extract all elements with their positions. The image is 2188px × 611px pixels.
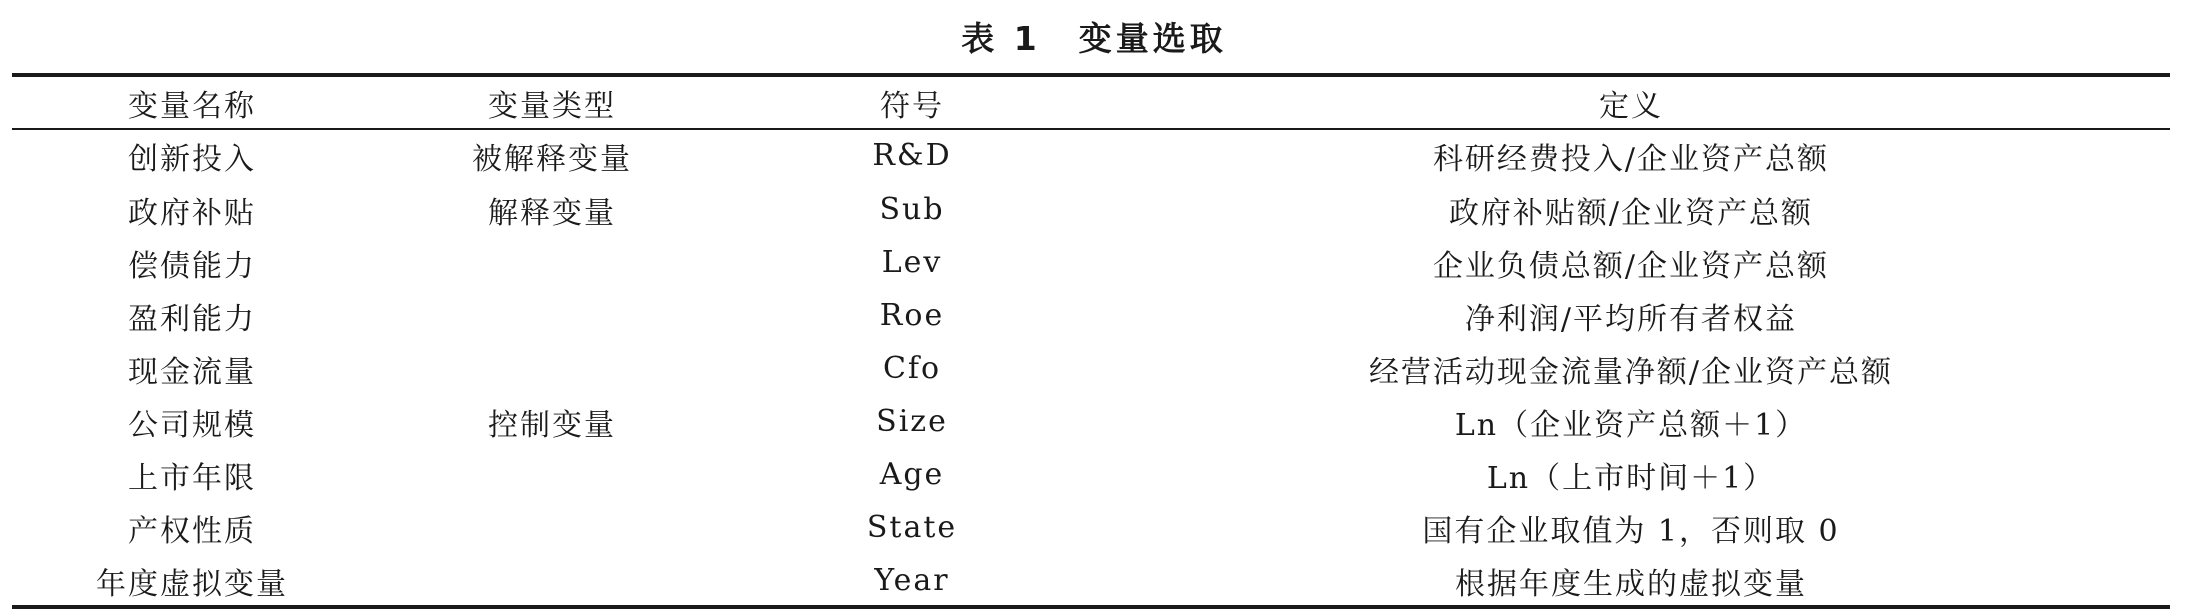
cell-definition: Ln（企业资产总额＋1）: [1454, 407, 1808, 443]
cell-variable-type: 解释变量: [488, 195, 616, 231]
cell-variable-name: 偿债能力: [128, 248, 256, 284]
cell-definition: 经营活动现金流量净额/企业资产总额: [1368, 354, 1894, 390]
cell-definition: 政府补贴额/企业资产总额: [1448, 195, 1814, 231]
table-caption-title: 变量选取: [1078, 19, 1227, 58]
header-symbol: 符号: [880, 88, 944, 124]
cell-variable-type: [372, 448, 732, 501]
cell-variable-type: [372, 289, 732, 342]
cell-variable-name: 产权性质: [128, 513, 256, 549]
table-row: [12, 342, 2170, 395]
cell-variable-name: 政府补贴: [128, 195, 256, 231]
cell-variable-name: 公司规模: [128, 407, 256, 443]
variable-table: [12, 77, 2170, 607]
cell-variable-type: [372, 342, 732, 395]
cell-variable-name: 上市年限: [128, 460, 256, 496]
cell-variable-name: 创新投入: [128, 141, 256, 177]
table-row: [12, 289, 2170, 342]
cell-definition: 根据年度生成的虚拟变量: [1455, 566, 1807, 602]
table-row: [12, 128, 2170, 183]
table-row: [12, 183, 2170, 236]
cell-variable-name: 盈利能力: [128, 301, 256, 337]
cell-symbol: Cfo: [882, 351, 942, 386]
cell-definition: 科研经费投入/企业资产总额: [1432, 141, 1830, 177]
cell-variable-name: 年度虚拟变量: [96, 566, 288, 602]
header-definition: 定义: [1599, 88, 1663, 124]
cell-variable-type: [372, 501, 732, 554]
cell-variable-type: [372, 236, 732, 289]
cell-definition: 企业负债总额/企业资产总额: [1432, 248, 1830, 284]
cell-definition: 净利润/平均所有者权益: [1464, 301, 1798, 337]
cell-variable-name: 现金流量: [128, 354, 256, 390]
table-row: [12, 448, 2170, 501]
table-caption: [0, 14, 2188, 64]
cell-symbol: Sub: [879, 192, 945, 227]
cell-symbol: Size: [876, 404, 948, 439]
cell-symbol: Age: [879, 457, 945, 492]
cell-variable-type: 被解释变量: [472, 141, 632, 177]
table-caption-label: 表 1: [961, 19, 1041, 58]
cell-variable-type: [372, 554, 732, 607]
header-variable-type: 变量类型: [488, 88, 616, 124]
cell-definition: Ln（上市时间＋1）: [1486, 460, 1776, 496]
table-row: [12, 236, 2170, 289]
cell-symbol: Roe: [879, 298, 945, 333]
cell-symbol: Year: [874, 563, 950, 598]
cell-symbol: State: [866, 510, 958, 545]
table-header-row: [12, 77, 2170, 128]
table-row: [12, 501, 2170, 554]
table-row: [12, 554, 2170, 607]
cell-symbol: Lev: [881, 245, 943, 280]
table-row: [12, 395, 2170, 448]
cell-definition: 国有企业取值为 1，否则取 0: [1422, 513, 1840, 549]
cell-variable-type: 控制变量: [488, 407, 616, 443]
cell-symbol: R&D: [872, 138, 952, 173]
header-variable-name: 变量名称: [128, 88, 256, 124]
